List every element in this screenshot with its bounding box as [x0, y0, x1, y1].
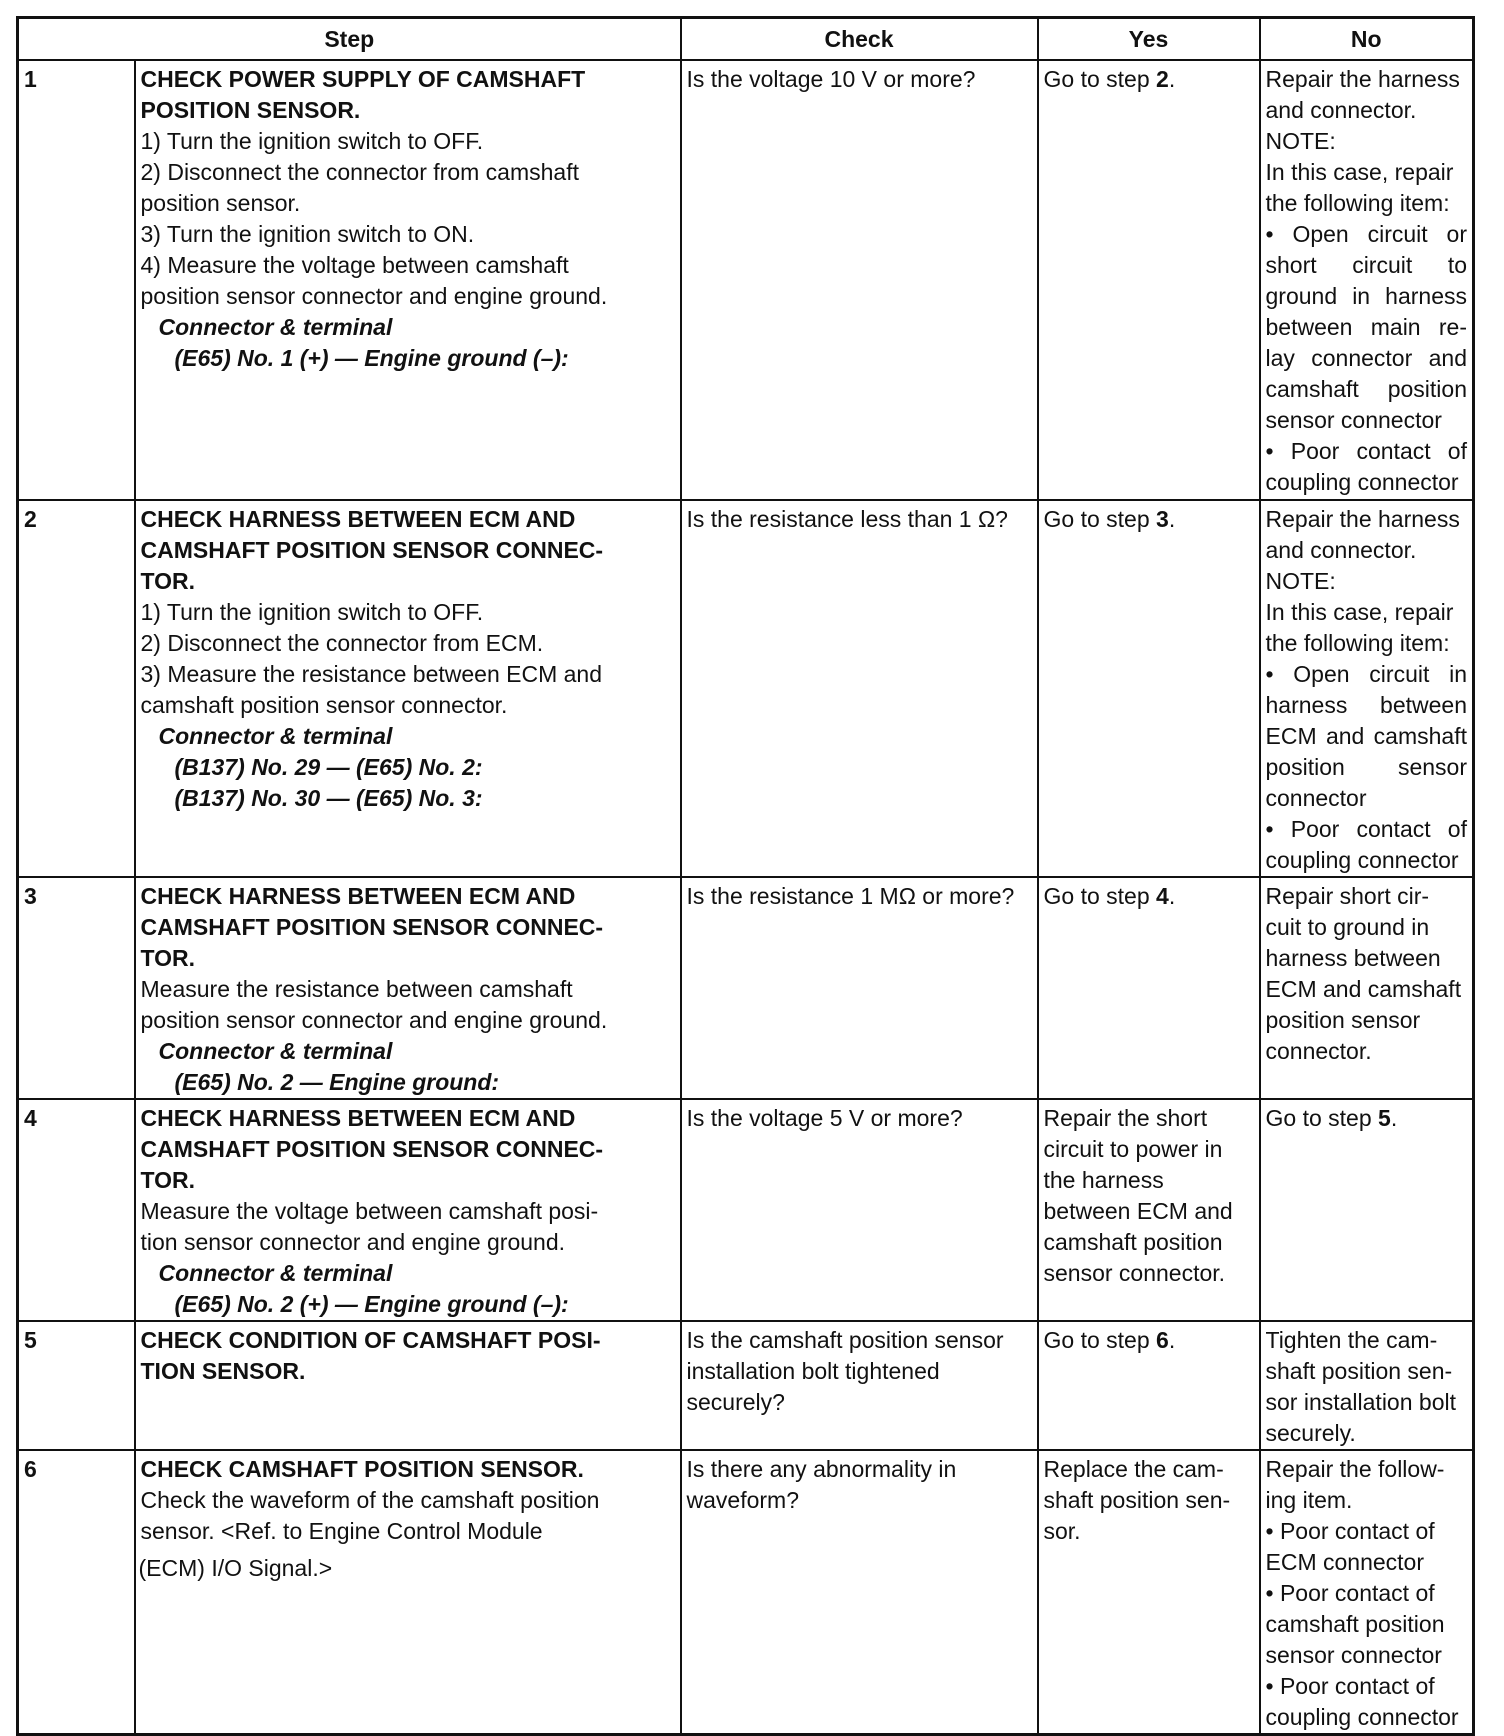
step-number: 6	[18, 1450, 135, 1735]
header-yes: Yes	[1038, 18, 1260, 61]
yes-text: Go to step	[1043, 506, 1157, 532]
step-title-line: POSITION SENSOR.	[140, 97, 361, 123]
step-title-line: TOR.	[140, 568, 196, 594]
step-instruction: sensor. <Ref. to Engine Control Module	[140, 1518, 543, 1544]
no-line: Repair the harness	[1265, 506, 1460, 532]
no-line: lay connector and	[1265, 345, 1467, 371]
step-instruction: 2) Disconnect the connector from camshaft	[140, 159, 579, 185]
yes-line: Repair the short	[1043, 1105, 1208, 1131]
yes-text: Go to step	[1043, 66, 1157, 92]
header-check: Check	[681, 18, 1038, 61]
no-line: • Poor contact of	[1265, 1580, 1435, 1606]
no-line: connector	[1265, 785, 1367, 811]
no-line: and connector.	[1265, 537, 1417, 563]
yes-line: sor.	[1043, 1518, 1081, 1544]
yes-line: shaft position sen-	[1043, 1487, 1231, 1513]
check-question: Is the resistance less than 1 Ω?	[681, 500, 1038, 877]
step-instruction: tion sensor connector and engine ground.	[140, 1229, 566, 1255]
step-instruction: 1) Turn the ignition switch to OFF.	[140, 128, 484, 154]
no-step-ref: 5	[1378, 1105, 1391, 1131]
no-line: ECM and camshaft	[1265, 723, 1467, 749]
yes-step-ref: 2	[1156, 66, 1169, 92]
step-instruction: 4) Measure the voltage between camshaft	[140, 252, 569, 278]
yes-action	[1038, 500, 1260, 877]
connector-terminal-spec: (E65) No. 1 (+) — Engine ground (–):	[174, 345, 569, 371]
step-instruction: position sensor connector and engine ground.	[140, 283, 608, 309]
step-number: 1	[18, 60, 135, 500]
step-title-line: TOR.	[140, 1167, 196, 1193]
yes-action	[1038, 1099, 1260, 1321]
step-title-line: TION SENSOR.	[140, 1358, 306, 1384]
no-line: sensor connector	[1265, 407, 1442, 433]
step-procedure	[135, 1099, 681, 1321]
no-line: ECM and camshaft	[1265, 976, 1462, 1002]
step-title-line: CHECK HARNESS BETWEEN ECM AND	[140, 1105, 576, 1131]
no-action	[1260, 60, 1474, 500]
no-line: camshaft position	[1265, 1611, 1445, 1637]
no-line: • Poor contact of	[1265, 1673, 1435, 1699]
no-line: ground in harness	[1265, 283, 1467, 309]
table-row	[18, 60, 1474, 500]
connector-terminal-spec: (B137) No. 29 — (E65) No. 2:	[174, 754, 483, 780]
step-number: 5	[18, 1321, 135, 1450]
no-line: Repair the follow-	[1265, 1456, 1445, 1482]
step-procedure	[135, 877, 681, 1099]
step-procedure	[135, 500, 681, 877]
no-line: position sensor	[1265, 754, 1467, 780]
no-line: camshaft position	[1265, 376, 1467, 402]
step-title-line: CHECK CONDITION OF CAMSHAFT POSI-	[140, 1327, 601, 1353]
step-number: 2	[18, 500, 135, 877]
no-line: NOTE:	[1265, 568, 1336, 594]
step-instruction: 2) Disconnect the connector from ECM.	[140, 630, 544, 656]
no-line: harness between	[1265, 945, 1441, 971]
no-line: • Poor contact of	[1265, 438, 1467, 464]
header-step: Step	[18, 18, 681, 61]
no-line: NOTE:	[1265, 128, 1336, 154]
step-title-line: CHECK POWER SUPPLY OF CAMSHAFT	[140, 66, 586, 92]
check-question: Is the resistance 1 MΩ or more?	[681, 877, 1038, 1099]
no-action	[1260, 877, 1474, 1099]
no-line: Repair the harness	[1265, 66, 1460, 92]
no-text: Go to step	[1265, 1105, 1379, 1131]
no-line: Repair short cir-	[1265, 883, 1430, 909]
no-line: harness between	[1265, 692, 1467, 718]
check-question: Is the voltage 10 V or more?	[681, 60, 1038, 500]
step-instruction: 3) Turn the ignition switch to ON.	[140, 221, 475, 247]
no-line: coupling connector	[1265, 847, 1459, 873]
check-question: Is there any abnormality in waveform?	[681, 1450, 1038, 1735]
table-row	[18, 1450, 1474, 1735]
table-header-row	[18, 18, 1474, 61]
no-line: cuit to ground in	[1265, 914, 1430, 940]
yes-line: Replace the cam-	[1043, 1456, 1224, 1482]
yes-action	[1038, 877, 1260, 1099]
no-line: • Poor contact of	[1265, 1518, 1435, 1544]
no-line: between main re-	[1265, 314, 1467, 340]
table-row	[18, 500, 1474, 877]
yes-text-end: .	[1168, 66, 1176, 92]
step-title-line: CHECK HARNESS BETWEEN ECM AND	[140, 883, 576, 909]
connector-terminal-label: Connector & terminal	[158, 723, 393, 749]
step-procedure	[135, 1321, 681, 1450]
step-procedure	[135, 1450, 681, 1735]
header-no: No	[1260, 18, 1474, 61]
yes-step-ref: 4	[1156, 883, 1169, 909]
connector-terminal-label: Connector & terminal	[158, 1260, 393, 1286]
yes-line: the harness	[1043, 1167, 1164, 1193]
no-line: securely.	[1265, 1420, 1356, 1446]
table-row	[18, 1321, 1474, 1450]
yes-text-end: .	[1168, 506, 1176, 532]
step-number: 3	[18, 877, 135, 1099]
no-action	[1260, 1099, 1474, 1321]
step-instruction: Measure the resistance between camshaft	[140, 976, 573, 1002]
yes-step-ref: 6	[1156, 1327, 1169, 1353]
no-text-end: .	[1390, 1105, 1398, 1131]
connector-terminal-spec: (E65) No. 2 — Engine ground:	[174, 1069, 500, 1095]
yes-action	[1038, 60, 1260, 500]
yes-line: camshaft position	[1043, 1229, 1223, 1255]
step-instruction: position sensor connector and engine ground.	[140, 1007, 608, 1033]
step-instruction: position sensor.	[140, 190, 301, 216]
no-line: • Open circuit or	[1265, 221, 1467, 247]
no-line: sor installation bolt	[1265, 1389, 1456, 1415]
step-instruction: 1) Turn the ignition switch to OFF.	[140, 599, 484, 625]
no-line: coupling connector	[1265, 1704, 1459, 1730]
yes-text: Go to step	[1043, 1327, 1157, 1353]
step-instruction: 3) Measure the resistance between ECM and	[140, 661, 603, 687]
no-line: connector.	[1265, 1038, 1372, 1064]
yes-text-end: .	[1168, 883, 1176, 909]
yes-action	[1038, 1450, 1260, 1735]
no-line: In this case, repair	[1265, 599, 1454, 625]
no-line: • Open circuit in	[1265, 661, 1467, 687]
yes-action	[1038, 1321, 1260, 1450]
connector-terminal-label: Connector & terminal	[158, 314, 393, 340]
step-procedure	[135, 60, 681, 500]
no-line: In this case, repair	[1265, 159, 1454, 185]
no-line: ECM connector	[1265, 1549, 1425, 1575]
diagnostic-table	[16, 16, 1475, 1736]
no-line: • Poor contact of	[1265, 816, 1467, 842]
connector-terminal-spec: (B137) No. 30 — (E65) No. 3:	[174, 785, 483, 811]
step-title-line: CAMSHAFT POSITION SENSOR CONNEC-	[140, 1136, 604, 1162]
step-title-line: CAMSHAFT POSITION SENSOR CONNEC-	[140, 914, 604, 940]
step-instruction: camshaft position sensor connector.	[140, 692, 508, 718]
yes-step-ref: 3	[1156, 506, 1169, 532]
diagnostic-table-sheet	[16, 16, 1472, 1730]
no-line: coupling connector	[1265, 469, 1459, 495]
yes-line: sensor connector.	[1043, 1260, 1226, 1286]
step-instruction: (ECM) I/O Signal.>	[138, 1555, 333, 1581]
connector-terminal-label: Connector & terminal	[158, 1038, 393, 1064]
check-question: Is the camshaft position sensor installation bolt tightened securely?	[681, 1321, 1038, 1450]
step-title-line: TOR.	[140, 945, 196, 971]
no-line: short circuit to	[1265, 252, 1467, 278]
yes-text-end: .	[1168, 1327, 1176, 1353]
step-title-line: CHECK CAMSHAFT POSITION SENSOR.	[140, 1456, 584, 1482]
step-instruction: Measure the voltage between camshaft posi-	[140, 1198, 599, 1224]
no-line: ing item.	[1265, 1487, 1353, 1513]
check-question: Is the voltage 5 V or more?	[681, 1099, 1038, 1321]
yes-text: Go to step	[1043, 883, 1157, 909]
no-line: sensor connector	[1265, 1642, 1442, 1668]
step-title-line: CAMSHAFT POSITION SENSOR CONNEC-	[140, 537, 604, 563]
no-line: the following item:	[1265, 630, 1450, 656]
no-line: the following item:	[1265, 190, 1450, 216]
no-action	[1260, 500, 1474, 877]
table-row	[18, 1099, 1474, 1321]
yes-line: circuit to power in	[1043, 1136, 1223, 1162]
no-line: position sensor	[1265, 1007, 1421, 1033]
no-action	[1260, 1450, 1474, 1735]
no-line: and connector.	[1265, 97, 1417, 123]
no-line: shaft position sen-	[1265, 1358, 1453, 1384]
connector-terminal-spec: (E65) No. 2 (+) — Engine ground (–):	[174, 1291, 569, 1317]
yes-line: between ECM and	[1043, 1198, 1233, 1224]
step-number: 4	[18, 1099, 135, 1321]
table-row	[18, 877, 1474, 1099]
no-line: Tighten the cam-	[1265, 1327, 1438, 1353]
step-instruction: Check the waveform of the camshaft position	[140, 1487, 600, 1513]
step-title-line: CHECK HARNESS BETWEEN ECM AND	[140, 506, 576, 532]
no-action	[1260, 1321, 1474, 1450]
